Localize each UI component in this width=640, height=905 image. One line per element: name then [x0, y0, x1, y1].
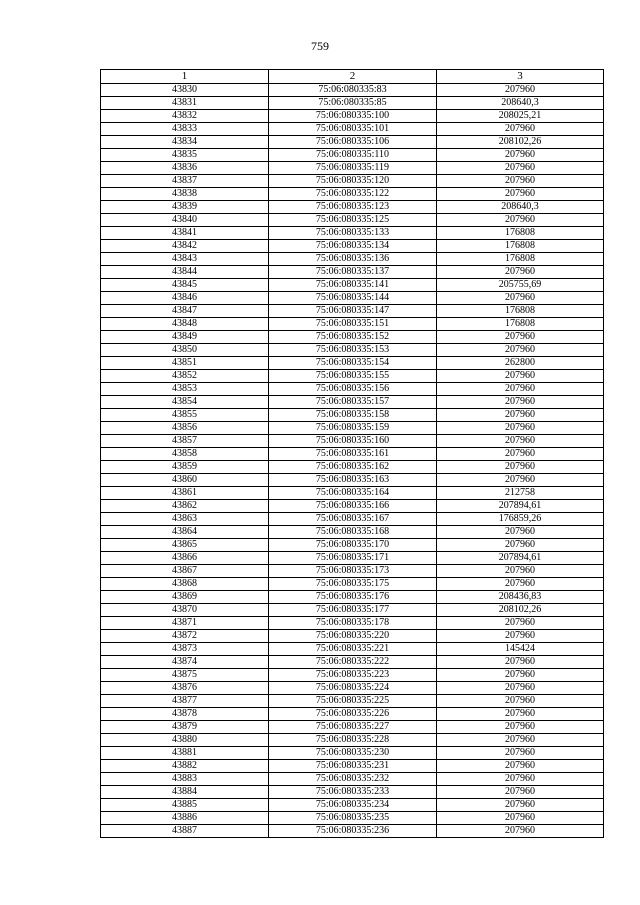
- table-row: [101, 747, 604, 760]
- row-number-cell: 43868: [101, 578, 269, 591]
- row-number-cell: 43882: [101, 760, 269, 773]
- value-cell: 207960: [437, 708, 604, 721]
- cadastral-number-cell: 75:06:080335:221: [269, 643, 437, 656]
- table-row: [101, 734, 604, 747]
- table-row: [101, 643, 604, 656]
- table-row: [101, 630, 604, 643]
- value-cell: 207960: [437, 578, 604, 591]
- value-cell: 207960: [437, 396, 604, 409]
- value-cell: 207960: [437, 175, 604, 188]
- cadastral-number-cell: 75:06:080335:152: [269, 331, 437, 344]
- row-number-cell: 43878: [101, 708, 269, 721]
- cadastral-number-cell: 75:06:080335:177: [269, 604, 437, 617]
- table-body: [101, 84, 604, 838]
- row-number-cell: 43863: [101, 513, 269, 526]
- table-row: [101, 409, 604, 422]
- table-row: [101, 617, 604, 630]
- table-row: [101, 773, 604, 786]
- cadastral-number-cell: 75:06:080335:119: [269, 162, 437, 175]
- value-cell: 207960: [437, 123, 604, 136]
- cadastral-number-cell: 75:06:080335:166: [269, 500, 437, 513]
- value-cell: 207960: [437, 630, 604, 643]
- cadastral-number-cell: 75:06:080335:147: [269, 305, 437, 318]
- value-cell: 176808: [437, 240, 604, 253]
- table-row: [101, 279, 604, 292]
- value-cell: 207960: [437, 188, 604, 201]
- table-row: [101, 188, 604, 201]
- cadastral-number-cell: 75:06:080335:232: [269, 773, 437, 786]
- row-number-cell: 43887: [101, 825, 269, 838]
- table-row: [101, 799, 604, 812]
- value-cell: 207960: [437, 409, 604, 422]
- table-row: [101, 591, 604, 604]
- value-cell: 207960: [437, 266, 604, 279]
- cadastral-number-cell: 75:06:080335:134: [269, 240, 437, 253]
- table-row: [101, 786, 604, 799]
- row-number-cell: 43866: [101, 552, 269, 565]
- value-cell: 207960: [437, 812, 604, 825]
- value-cell: 207960: [437, 786, 604, 799]
- table-row: [101, 760, 604, 773]
- table-row: [101, 84, 604, 97]
- cadastral-number-cell: 75:06:080335:170: [269, 539, 437, 552]
- row-number-cell: 43870: [101, 604, 269, 617]
- row-number-cell: 43885: [101, 799, 269, 812]
- row-number-cell: 43860: [101, 474, 269, 487]
- cadastral-number-cell: 75:06:080335:167: [269, 513, 437, 526]
- table-row: [101, 825, 604, 838]
- value-cell: 207960: [437, 331, 604, 344]
- row-number-cell: 43881: [101, 747, 269, 760]
- cadastral-number-cell: 75:06:080335:230: [269, 747, 437, 760]
- row-number-cell: 43869: [101, 591, 269, 604]
- row-number-cell: 43883: [101, 773, 269, 786]
- cadastral-number-cell: 75:06:080335:157: [269, 396, 437, 409]
- row-number-cell: 43858: [101, 448, 269, 461]
- row-number-cell: 43877: [101, 695, 269, 708]
- cadastral-number-cell: 75:06:080335:222: [269, 656, 437, 669]
- cadastral-number-cell: 75:06:080335:220: [269, 630, 437, 643]
- cadastral-number-cell: 75:06:080335:101: [269, 123, 437, 136]
- row-number-cell: 43834: [101, 136, 269, 149]
- value-cell: 207960: [437, 370, 604, 383]
- value-cell: 207960: [437, 435, 604, 448]
- row-number-cell: 43839: [101, 201, 269, 214]
- table-row: [101, 175, 604, 188]
- cadastral-number-cell: 75:06:080335:137: [269, 266, 437, 279]
- column-header-3: 3: [437, 70, 604, 84]
- row-number-cell: 43835: [101, 149, 269, 162]
- row-number-cell: 43846: [101, 292, 269, 305]
- cadastral-number-cell: 75:06:080335:225: [269, 695, 437, 708]
- cadastral-number-cell: 75:06:080335:155: [269, 370, 437, 383]
- column-header-2: 2: [269, 70, 437, 84]
- cadastral-number-cell: 75:06:080335:162: [269, 461, 437, 474]
- row-number-cell: 43831: [101, 97, 269, 110]
- cadastral-number-cell: 75:06:080335:141: [269, 279, 437, 292]
- cadastral-number-cell: 75:06:080335:164: [269, 487, 437, 500]
- table-row: [101, 461, 604, 474]
- row-number-cell: 43861: [101, 487, 269, 500]
- table-row: [101, 604, 604, 617]
- table-row: [101, 695, 604, 708]
- cadastral-number-cell: 75:06:080335:122: [269, 188, 437, 201]
- value-cell: 207960: [437, 669, 604, 682]
- row-number-cell: 43854: [101, 396, 269, 409]
- cadastral-number-cell: 75:06:080335:85: [269, 97, 437, 110]
- cadastral-number-cell: 75:06:080335:153: [269, 344, 437, 357]
- value-cell: 207960: [437, 565, 604, 578]
- row-number-cell: 43845: [101, 279, 269, 292]
- row-number-cell: 43840: [101, 214, 269, 227]
- value-cell: 207960: [437, 461, 604, 474]
- cadastral-number-cell: 75:06:080335:151: [269, 318, 437, 331]
- table-row: [101, 552, 604, 565]
- cadastral-number-cell: 75:06:080335:171: [269, 552, 437, 565]
- cadastral-number-cell: 75:06:080335:234: [269, 799, 437, 812]
- cadastral-number-cell: 75:06:080335:178: [269, 617, 437, 630]
- cadastral-number-cell: 75:06:080335:228: [269, 734, 437, 747]
- row-number-cell: 43847: [101, 305, 269, 318]
- value-cell: 207960: [437, 149, 604, 162]
- table-row: [101, 578, 604, 591]
- column-header-1: 1: [101, 70, 269, 84]
- table-row: [101, 513, 604, 526]
- value-cell: 207960: [437, 721, 604, 734]
- value-cell: 207960: [437, 526, 604, 539]
- value-cell: 208025,21: [437, 110, 604, 123]
- value-cell: 207960: [437, 656, 604, 669]
- cadastral-number-cell: 75:06:080335:125: [269, 214, 437, 227]
- cadastral-number-cell: 75:06:080335:163: [269, 474, 437, 487]
- row-number-cell: 43841: [101, 227, 269, 240]
- value-cell: 176808: [437, 318, 604, 331]
- value-cell: 145424: [437, 643, 604, 656]
- value-cell: 212758: [437, 487, 604, 500]
- value-cell: 208436,83: [437, 591, 604, 604]
- table-row: [101, 162, 604, 175]
- value-cell: 176859,26: [437, 513, 604, 526]
- table-row: [101, 539, 604, 552]
- table-row: [101, 214, 604, 227]
- table-row: [101, 318, 604, 331]
- cadastral-number-cell: 75:06:080335:160: [269, 435, 437, 448]
- value-cell: 176808: [437, 227, 604, 240]
- table-row: [101, 448, 604, 461]
- cadastral-number-cell: 75:06:080335:173: [269, 565, 437, 578]
- cadastral-number-cell: 75:06:080335:144: [269, 292, 437, 305]
- table-row: [101, 240, 604, 253]
- value-cell: 207960: [437, 799, 604, 812]
- registry-table: [100, 69, 604, 838]
- value-cell: 207960: [437, 539, 604, 552]
- table-header: [101, 70, 604, 84]
- table-row: [101, 357, 604, 370]
- row-number-cell: 43879: [101, 721, 269, 734]
- value-cell: 207960: [437, 682, 604, 695]
- cadastral-number-cell: 75:06:080335:235: [269, 812, 437, 825]
- cadastral-number-cell: 75:06:080335:158: [269, 409, 437, 422]
- row-number-cell: 43865: [101, 539, 269, 552]
- table-row: [101, 266, 604, 279]
- row-number-cell: 43838: [101, 188, 269, 201]
- cadastral-number-cell: 75:06:080335:176: [269, 591, 437, 604]
- table-row: [101, 669, 604, 682]
- row-number-cell: 43852: [101, 370, 269, 383]
- cadastral-number-cell: 75:06:080335:168: [269, 526, 437, 539]
- cadastral-number-cell: 75:06:080335:233: [269, 786, 437, 799]
- table-row: [101, 305, 604, 318]
- value-cell: 207960: [437, 344, 604, 357]
- value-cell: 208102,26: [437, 604, 604, 617]
- row-number-cell: 43857: [101, 435, 269, 448]
- row-number-cell: 43849: [101, 331, 269, 344]
- value-cell: 205755,69: [437, 279, 604, 292]
- row-number-cell: 43843: [101, 253, 269, 266]
- value-cell: 207960: [437, 773, 604, 786]
- cadastral-number-cell: 75:06:080335:223: [269, 669, 437, 682]
- value-cell: 207960: [437, 760, 604, 773]
- row-number-cell: 43886: [101, 812, 269, 825]
- table-row: [101, 253, 604, 266]
- row-number-cell: 43853: [101, 383, 269, 396]
- value-cell: 207960: [437, 734, 604, 747]
- table-row: [101, 331, 604, 344]
- row-number-cell: 43876: [101, 682, 269, 695]
- cadastral-number-cell: 75:06:080335:161: [269, 448, 437, 461]
- row-number-cell: 43872: [101, 630, 269, 643]
- table-row: [101, 487, 604, 500]
- cadastral-number-cell: 75:06:080335:136: [269, 253, 437, 266]
- row-number-cell: 43844: [101, 266, 269, 279]
- row-number-cell: 43851: [101, 357, 269, 370]
- cadastral-number-cell: 75:06:080335:175: [269, 578, 437, 591]
- table-row: [101, 656, 604, 669]
- value-cell: 176808: [437, 305, 604, 318]
- row-number-cell: 43859: [101, 461, 269, 474]
- value-cell: 207960: [437, 383, 604, 396]
- table-row: [101, 500, 604, 513]
- row-number-cell: 43842: [101, 240, 269, 253]
- row-number-cell: 43850: [101, 344, 269, 357]
- table-row: [101, 682, 604, 695]
- header-row: [101, 70, 604, 84]
- table-row: [101, 97, 604, 110]
- row-number-cell: 43862: [101, 500, 269, 513]
- cadastral-number-cell: 75:06:080335:120: [269, 175, 437, 188]
- row-number-cell: 43836: [101, 162, 269, 175]
- row-number-cell: 43856: [101, 422, 269, 435]
- cadastral-number-cell: 75:06:080335:231: [269, 760, 437, 773]
- row-number-cell: 43867: [101, 565, 269, 578]
- row-number-cell: 43848: [101, 318, 269, 331]
- row-number-cell: 43871: [101, 617, 269, 630]
- value-cell: 207960: [437, 747, 604, 760]
- value-cell: 207960: [437, 695, 604, 708]
- cadastral-number-cell: 75:06:080335:123: [269, 201, 437, 214]
- cadastral-number-cell: 75:06:080335:133: [269, 227, 437, 240]
- table-row: [101, 708, 604, 721]
- value-cell: 207894,61: [437, 500, 604, 513]
- value-cell: 208102,26: [437, 136, 604, 149]
- table-row: [101, 474, 604, 487]
- cadastral-number-cell: 75:06:080335:226: [269, 708, 437, 721]
- row-number-cell: 43874: [101, 656, 269, 669]
- cadastral-number-cell: 75:06:080335:224: [269, 682, 437, 695]
- cadastral-number-cell: 75:06:080335:100: [269, 110, 437, 123]
- value-cell: 207960: [437, 292, 604, 305]
- table-row: [101, 201, 604, 214]
- row-number-cell: 43873: [101, 643, 269, 656]
- table-row: [101, 422, 604, 435]
- table-row: [101, 812, 604, 825]
- table-row: [101, 526, 604, 539]
- table-row: [101, 565, 604, 578]
- cadastral-number-cell: 75:06:080335:236: [269, 825, 437, 838]
- cadastral-number-cell: 75:06:080335:156: [269, 383, 437, 396]
- cadastral-number-cell: 75:06:080335:159: [269, 422, 437, 435]
- row-number-cell: 43832: [101, 110, 269, 123]
- table-row: [101, 136, 604, 149]
- table-row: [101, 344, 604, 357]
- table-row: [101, 435, 604, 448]
- value-cell: 207960: [437, 474, 604, 487]
- row-number-cell: 43855: [101, 409, 269, 422]
- row-number-cell: 43833: [101, 123, 269, 136]
- cadastral-number-cell: 75:06:080335:83: [269, 84, 437, 97]
- cadastral-number-cell: 75:06:080335:227: [269, 721, 437, 734]
- value-cell: 262800: [437, 357, 604, 370]
- row-number-cell: 43830: [101, 84, 269, 97]
- table-row: [101, 370, 604, 383]
- value-cell: 176808: [437, 253, 604, 266]
- value-cell: 207960: [437, 448, 604, 461]
- value-cell: 207894,61: [437, 552, 604, 565]
- table-row: [101, 149, 604, 162]
- table-row: [101, 227, 604, 240]
- value-cell: 208640,3: [437, 201, 604, 214]
- value-cell: 207960: [437, 84, 604, 97]
- row-number-cell: 43864: [101, 526, 269, 539]
- row-number-cell: 43884: [101, 786, 269, 799]
- table-row: [101, 123, 604, 136]
- table-row: [101, 292, 604, 305]
- row-number-cell: 43880: [101, 734, 269, 747]
- table-row: [101, 396, 604, 409]
- value-cell: 207960: [437, 162, 604, 175]
- row-number-cell: 43837: [101, 175, 269, 188]
- value-cell: 207960: [437, 422, 604, 435]
- page-number: 759: [311, 39, 329, 53]
- value-cell: 207960: [437, 214, 604, 227]
- value-cell: 207960: [437, 617, 604, 630]
- table-row: [101, 721, 604, 734]
- cadastral-number-cell: 75:06:080335:110: [269, 149, 437, 162]
- cadastral-number-cell: 75:06:080335:106: [269, 136, 437, 149]
- table-row: [101, 383, 604, 396]
- table-row: [101, 110, 604, 123]
- row-number-cell: 43875: [101, 669, 269, 682]
- value-cell: 207960: [437, 825, 604, 838]
- value-cell: 208640,3: [437, 97, 604, 110]
- cadastral-number-cell: 75:06:080335:154: [269, 357, 437, 370]
